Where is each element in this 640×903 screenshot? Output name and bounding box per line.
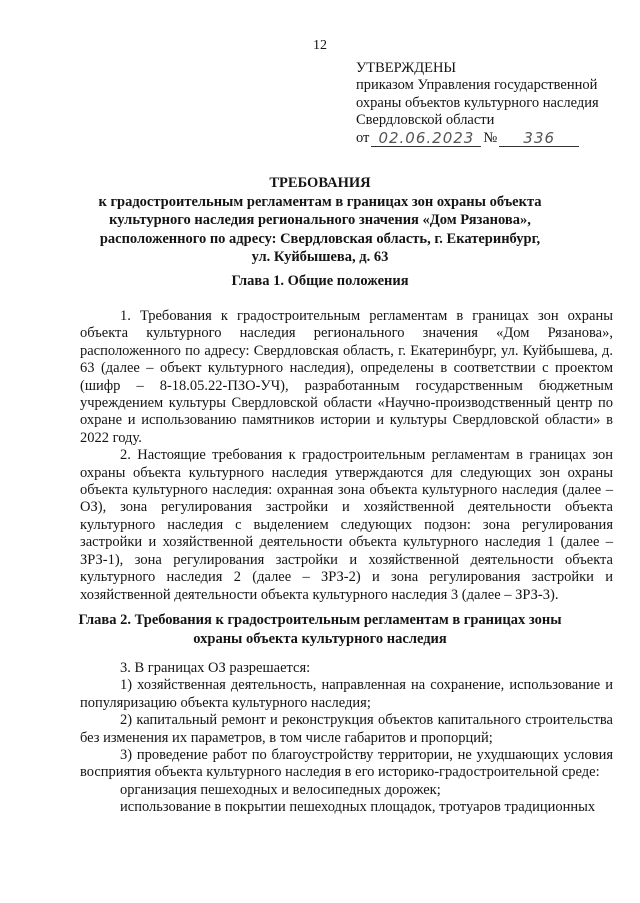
list-item-a: организация пешеходных и велосипедных дорожек; [120,781,441,798]
title-main: ТРЕБОВАНИЯ [269,175,371,191]
approval-title: УТВЕРЖДЕНЫ [356,60,457,76]
approval-block [356,60,626,147]
approval-date-number-line [356,130,626,147]
page-number: 12 [313,38,327,53]
paragraph-3-2: 2) капитальный ремонт и реконструкция объектов капитального строительства без изменения их параметров, в том числе габаритов и пропорций; [80,712,613,746]
chapter-2-heading-line-2: охраны объекта культурного наследия [193,630,447,647]
paragraph-1: 1. Требования к градостроительным регламентам в границах зон охраны объекта культурного наследия регионального значения «Дом Рязанова», расположенного по адресу: Свердловская область, г. Екатеринбург, ул. Куйбышева, д. 63 (далее – объект культурного наследия), определены в соответствии с проектом (шифр – 8-18.05.22-ПЗО-УЧ), разработанным государственным бюджетным учреждением культуры Свердловской области «Научно-производственный центр по охране и использованию памятников истории и культуры Свердловской области» в 2022 году. [80,308,613,446]
chapter-2-body [80,660,613,817]
title-sub-line-2: культурного наследия регионального значения «Дом Рязанова», [109,212,531,228]
paragraph-3-1: 1) хозяйственная деятельность, направленная на сохранение, использование и популяризацию объекта культурного наследия; [80,677,613,711]
approval-line-2: охраны объектов культурного наследия [356,94,599,111]
document-title [60,174,580,267]
title-sub-line-3: расположенного по адресу: Свердловская область, г. Екатеринбург, [99,230,541,247]
chapter-2-heading [60,611,580,648]
handwritten-number: 336 [499,130,579,147]
handwritten-date: 02.06.2023 [371,130,481,147]
paragraph-2: 2. Настоящие требования к градостроительным регламентам в границах зон охраны объекта культурного наследия утверждаются для следующих зон охраны объекта культурного наследия: охранная зона объекта культурного наследия (далее – ОЗ), зона регулирования застройки и хозяйственной деятельности объекта культурного наследия с выделением следующих подзон: зона регулирования застройки и хозяйственной деятельности объекта культурного наследия 1 (далее – ЗРЗ-1), зона регулирования застройки и хозяйственной деятельности объекта культурного наследия 2 (далее – ЗРЗ-2) и зона регулирования застройки и хозяйственной деятельности объекта культурного наследия 3 (далее – ЗРЗ-3). [80,447,613,603]
approval-line-1: приказом Управления государственной [356,77,598,94]
title-sub-line-4: ул. Куйбышева, д. 63 [251,249,389,265]
approval-line-3: Свердловской области [356,112,495,129]
chapter-2-heading-line-1: Глава 2. Требования к градостроительным регламентам в границах зоны [78,612,562,628]
chapter-1-heading: Глава 1. Общие положения [231,273,409,289]
from-label: от [356,129,370,146]
paragraph-3: 3. В границах ОЗ разрешается: [120,660,311,676]
title-sub-line-1: к градостроительным регламентам в границах зон охраны объекта [98,193,542,210]
paragraph-3-3: 3) проведение работ по благоустройству территории, не ухудшающих условия восприятия объекта культурного наследия в его историко-градостроительной среде: [80,747,613,781]
list-item-b: использование в покрытии пешеходных площадок, тротуаров традиционных [120,799,596,816]
chapter-1-body [80,308,613,604]
number-label: № [483,129,498,146]
